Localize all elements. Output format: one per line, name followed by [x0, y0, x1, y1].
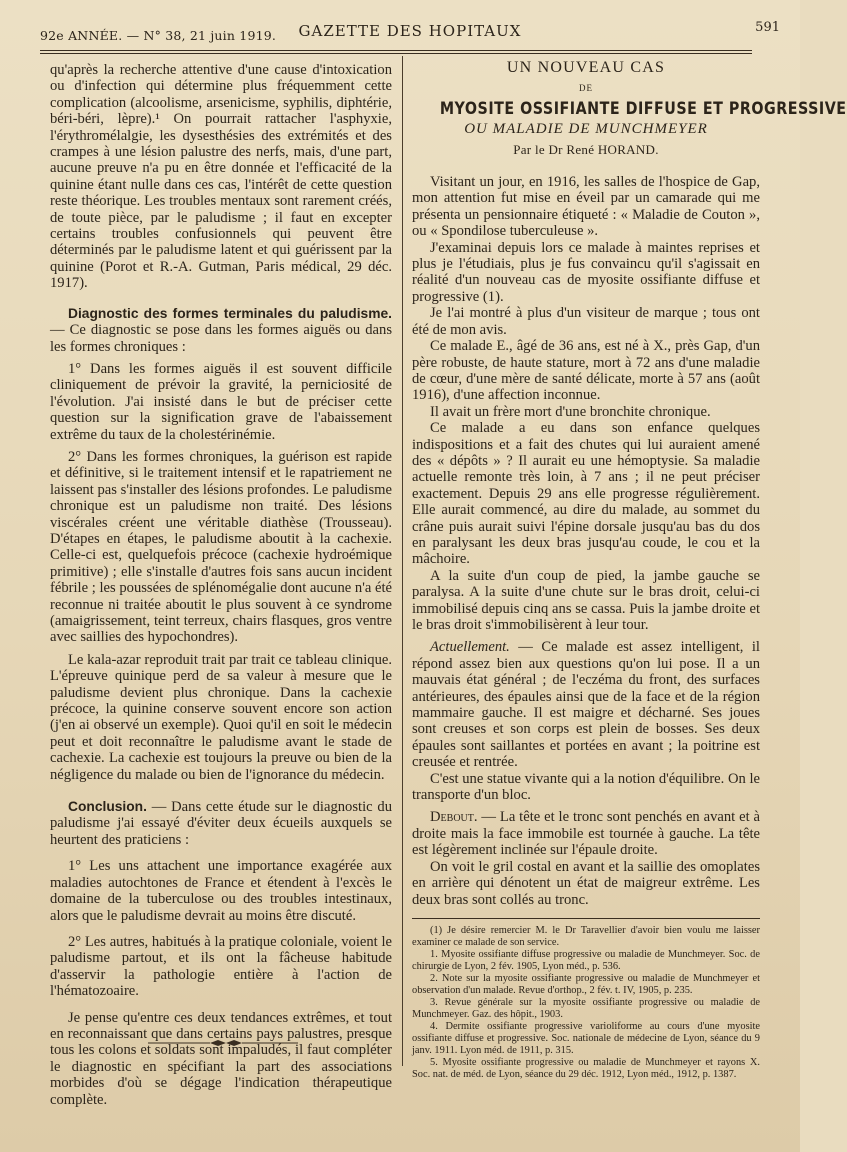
conclusion-intro-text: — Dans cette étude sur le diagnostic du paludisme j'ai essayé d'éviter deux écueils auxquels se heurtent des praticiens : — [50, 799, 392, 848]
conclusion-point-1: 1° Les uns attachent une importance exagérée aux maladies autochtones de France et étendent à l'excès le domaine de la tuberculose ou des troubles intestinaux, alors que le paludisme devrait au moins être discuté. — [50, 858, 392, 924]
header-rule-double — [40, 53, 752, 54]
actuellement-label: Actuellement. — [430, 639, 510, 656]
article-title-line1: UN NOUVEAU CAS — [506, 59, 666, 76]
article-title-line2: DE — [579, 83, 593, 94]
conclusion-heading: Conclusion. — [68, 799, 147, 815]
article-paragraph-2: J'examinai depuis lors ce malade à maintes reprises et plus je l'étudiais, plus je fus convaincu qu'il s'agissait en réalité d'un nouveau cas de myosite ossifiante diffuse et progressive (1). — [412, 239, 760, 305]
article-author: Par le Dr René HORAND. — [513, 141, 659, 157]
intro-paragraph: qu'après la recherche attentive d'une cause d'intoxication ou d'infection qui détermine plus fréquemment cette complication (alcoolisme, arsenicisme, syphilis, diphtérie, béri-béri, lèpre).¹ On pourrait rattacher l'asphyxie, l'érythromélalgie, les dysesthésies des extrémités et des crampes à une lésion palustre des nerfs, mais, d'une part, aucune preuve n'a pu en être donnée et l'efficacité de la quinine étant nulle dans ces cas, l'intérêt de cette question reste théorique. Les troubles mentaux sont rarement créés, de toute pièce, par le paludisme ; il faut en excepter certains troubles confusionnels qui peuvent être déterminés par le paludisme latent et qui guérissent par la quinine (Porot et R.-A. Gutman, Paris médical, 29 déc. 1917). — [50, 62, 392, 292]
footnote-item: 1. Myosite ossifiante diffuse progressive ou maladie de Munchmeyer. Soc. de chirurgie de Lyon, 2 fév. 1905, Lyon méd., p. 536. — [412, 948, 760, 972]
footnote-item: 3. Revue générale sur la myosite ossifiante progressive ou maladie de Munchmeyer. Gaz. des hôpit., 1903. — [412, 996, 760, 1020]
article-main-title: MYOSITE OSSIFIANTE DIFFUSE ET PROGRESSIVE — [439, 98, 847, 119]
column-divider — [402, 56, 403, 1066]
diagnostic-chronic-paragraph: 2° Dans les formes chroniques, la guérison est rapide et définitive, si le traitement intensif et le rapatriement ne laissent pas s'installer des lésions profondes. Le paludisme chronique est un paludisme non traité. Des lésions viscérales créent une véritable diathèse (Trousseau). D'étapes en étapes, le paludisme aboutit à la cachexie. Celle-ci est, quelquefois précoce (cachexie hydroémique primitive) ; elle s'installe d'autres fois sans aucun incident fébrile ; les poussées de splénomégalie dont aucune n'a été reconnue ni traitée aboutit le plus souvent à ce syndrome (amaigrissement, teint terreux, chairs flasques, gros ventre avec saillies des hypochondres). — [50, 448, 392, 646]
article-paragraph-3: Je l'ai montré à plus d'un visiteur de marque ; tous ont été de mon avis. — [412, 305, 760, 338]
article-subtitle: OU MALADIE DE MUNCHMEYER — [464, 121, 708, 138]
article-paragraph-7: A la suite d'un coup de pied, la jambe gauche se paralysa. A la suite d'une chute sur le bras droit, celui-ci immobilisé depuis cinq ans se cassa. Puis la jambe droite et le bras droit s'immobilisèrent à leur tour. — [412, 567, 760, 633]
article-paragraph-1: Visitant un jour, en 1916, les salles de l'hospice de Gap, mon attention fut mise en éveil par un camarade qui me présenta un pensionnaire étiqueté : « Maladie de Couton », ou « Spondilose tuberculeuse ». — [412, 174, 760, 240]
article-paragraph-9: C'est une statue vivante qui a la notion d'équilibre. On le transporte d'un bloc. — [412, 770, 760, 804]
article-paragraph-10-text: — La tête et le tronc sont penchés en avant et à droite mais la face immobile est tournée à gauche. La tête est légèrement inclinée sur l'épaule droite. — [412, 809, 760, 859]
footnotes — [412, 925, 760, 1081]
debout-label: Debout. — [430, 809, 478, 826]
diagnostic-intro-text: — Ce diagnostic se pose dans les formes aiguës ou dans les formes chroniques : — [50, 322, 392, 355]
article-paragraph-5: Il avait un frère mort d'une bronchite chronique. — [430, 403, 711, 420]
conclusion-point-2: 2° Les autres, habitués à la pratique coloniale, voient le paludisme partout, et ils ont la fâcheuse habitude d'asservir la pathologie entière à l'action de l'hématozoaire. — [50, 933, 392, 1000]
article-paragraph-8-text: — Ce malade est assez intelligent, il répond assez bien aux questions qu'on lui pose. Il a un mauvais état général ; de l'eczéma du front, des surfaces antérieures, des épaules ainsi que de la face et de la région mammaire gauche. Il est maigre et décharné. Ses joues sont creuses et son corps est plein de bosses. Ses deux épaules sont saillantes et portées en avant ; la poitrine est creusée et rentrée. — [412, 639, 760, 771]
article-paragraph-10 — [412, 809, 760, 858]
journal-title: GAZETTE DES HOPITAUX — [298, 22, 522, 40]
diagnostic-acute-paragraph: 1° Dans les formes aiguës il est souvent difficile cliniquement de prévoir la gravité, la perniciosité de l'évolution. J'ai insisté dans le but de préciser cette question sur la signification grave de l'abaissement extrême du taux de la cholestérinémie. — [50, 360, 392, 443]
right-column — [412, 59, 847, 1081]
diagnostic-section-intro — [50, 306, 392, 355]
diagnostic-heading: Diagnostic des formes terminales du paludisme. — [68, 305, 392, 321]
page-number: 591 — [755, 20, 780, 35]
article-paragraph-4: Ce malade E., âgé de 36 ans, est né à X., près Gap, d'un père robuste, de haute stature, mort à 72 ans d'une maladie de cœur, d'une mère de santé délicate, morte à 57 ans (août 1916), d'une affection inconnue. — [412, 338, 760, 404]
footnote-rule — [412, 918, 760, 919]
end-ornament — [148, 1039, 298, 1047]
footnote-item: 2. Note sur la myosite ossifiante progressive ou maladie de Munchmeyer et observation d'un malade. Revue d'orthop., 2 fév. t. IV, 1905, p. 235. — [412, 972, 760, 996]
footnote-item: (1) Je désire remercier M. le Dr Taravellier d'avoir bien voulu me laisser examiner ce malade de son service. — [412, 924, 760, 948]
left-column — [50, 62, 392, 1108]
header-rule — [40, 50, 752, 51]
footnote-item: 5. Myosite ossifiante progressive ou maladie de Munchmeyer et rayons X. Soc. nat. de méd. de Lyon, séance du 29 déc. 1912, Lyon méd., 1912, p. 1387. — [412, 1056, 760, 1080]
footnote-item: 4. Dermite ossifiante progressive varioliforme au cours d'une myosite ossifiante diffuse et progressive. Soc. nationale de médecine de Lyon, séance du 9 janv. 1911. Lyon méd. de 1911, p. 315. — [412, 1020, 760, 1056]
page-header — [40, 20, 780, 48]
kala-azar-paragraph: Le kala-azar reproduit trait par trait ce tableau clinique. L'épreuve quinique perd de sa valeur à mesure que le paludisme devient plus chronique. Dans la cachexie précoce, la quinine conserve souvent encore son action (j'en ai observé un exemple). Quoi qu'il en soit le médecin peut et doit reconnaître le paludisme avant le stade de cachexie. La cachexie est toujours la preuve ou bien de la négligence du malade ou bien de l'ignorance du médecin. — [50, 651, 392, 783]
conclusion-final-paragraph: Je pense qu'entre ces deux tendances extrêmes, et tout en reconnaissant que dans certains pays palustres, presque tous les colons et soldats sont impaludés, il faut compléter le diagnostic en spécifiant la part des associations morbides d'où se dégage l'indication thérapeutique complète. — [50, 1009, 392, 1108]
article-paragraph-11: On voit le gril costal en avant et la saillie des omoplates en arrière qui dénotent un état de maigreur extrême. Les deux bras sont collés au tronc. — [412, 858, 760, 908]
article-paragraph-6: Ce malade a eu dans son enfance quelques indispositions et a fait des chutes qui lui auraient amené des « dépôts » ? Il aurait eu une hémoptysie. Sa maladie actuelle remonte très loin, à 7 ans ; il ne peut préciser exactement. Depuis 29 ans elle progresse régulièrement. Elle aurait commencé, au dire du malade, au sommet du crâne puis aurait suivi l'épine dorsale jusqu'au bas du dos en paralysant les deux bras jusqu'au coude, le cou et la mâchoire. — [412, 420, 760, 568]
article-paragraph-8 — [412, 639, 760, 770]
conclusion-section-intro — [50, 799, 392, 848]
issue-line: 92e ANNÉE. — N° 38, 21 juin 1919. — [40, 28, 277, 43]
